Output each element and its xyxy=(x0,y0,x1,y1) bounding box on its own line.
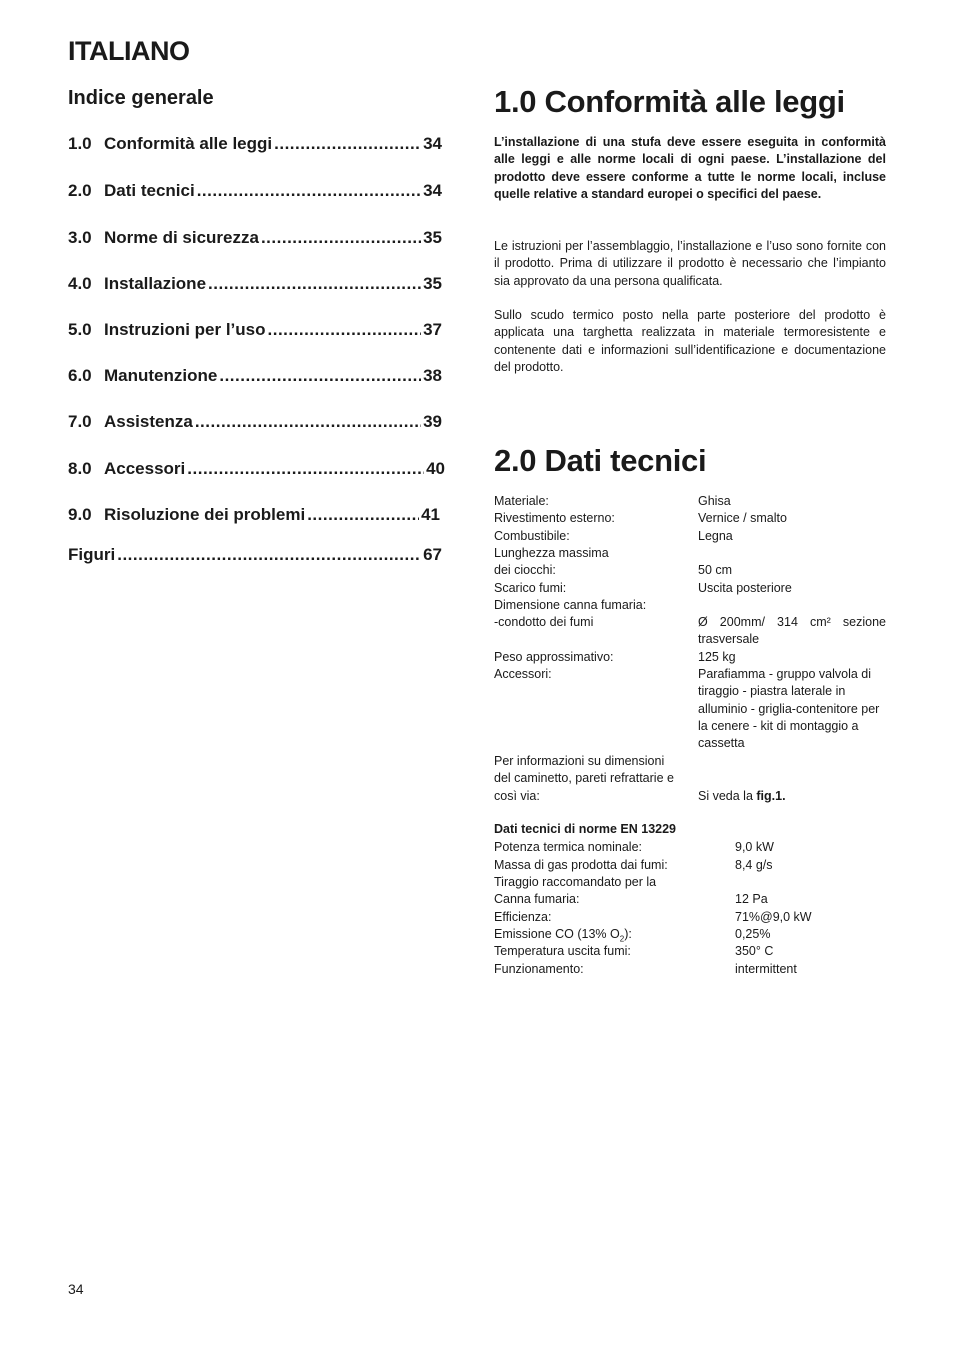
spec-label: Lunghezza massima xyxy=(494,546,609,560)
toc-item-label: Installazione xyxy=(104,274,207,293)
toc-item[interactable] xyxy=(68,320,442,344)
toc-item-page: 39 xyxy=(423,412,442,431)
section-title-dati-tecnici: 2.0 Dati tecnici xyxy=(494,443,707,478)
spec-value: Ø 200mm/ 314 cm² sezione trasversale xyxy=(698,615,886,647)
toc-item-label: Dati tecnici xyxy=(104,181,195,200)
toc-item-label: Conformità alle leggi xyxy=(104,134,273,153)
en-spec-label: Tiraggio raccomandato per la xyxy=(494,875,657,889)
toc-item-number: 9.0 xyxy=(68,505,92,524)
en-spec-label: Potenza termica nominale: xyxy=(494,840,642,854)
en-spec-label: Funzionamento: xyxy=(494,962,584,976)
toc-leader-dots xyxy=(117,545,421,565)
toc-item-number: 7.0 xyxy=(68,412,92,431)
toc-item[interactable] xyxy=(68,228,442,252)
spec-label: Per informazioni su dimensioni del caminetto, pareti refrattarie e così via: xyxy=(494,754,674,803)
en-spec-value: 8,4 g/s xyxy=(735,858,773,872)
spec-value: 125 kg xyxy=(698,650,736,664)
toc-leader-dots xyxy=(268,320,422,340)
compliance-bold-paragraph: L’installazione di una stufa deve essere eseguita in conformità alle leggi e alle norme locali di ogni paese. L’installazione del prodotto deve essere conforme a tutte le norme locali, incluse quelle relative a standard europei o specifici del paese. xyxy=(494,135,886,201)
spec-label: -condotto dei fumi xyxy=(494,615,594,629)
en-spec-row xyxy=(494,926,886,943)
toc-item-number: 8.0 xyxy=(68,459,92,478)
toc-item-label: Instruzioni per l’uso xyxy=(104,320,266,339)
en-spec-label: Canna fumaria: xyxy=(494,892,580,906)
toc-item-label: Accessori xyxy=(104,459,186,478)
toc-leader-dots xyxy=(274,134,421,154)
en-spec-label: Temperatura uscita fumi: xyxy=(494,944,631,958)
toc-item-label: Assistenza xyxy=(104,412,193,431)
toc-leader-dots xyxy=(219,366,421,386)
toc-item-page: 35 xyxy=(423,274,442,293)
spec-label: Peso approssimativo: xyxy=(494,650,614,664)
en-spec-value: 350° C xyxy=(735,944,774,958)
toc-item-number: 1.0 xyxy=(68,134,92,153)
en-spec-row xyxy=(494,943,886,960)
en-spec-value: 0,25% xyxy=(735,927,771,941)
toc-item-page: 40 xyxy=(426,459,445,478)
toc-item-number: 4.0 xyxy=(68,274,92,293)
en-spec-row xyxy=(494,891,886,908)
en-spec-row xyxy=(494,874,886,891)
en-spec-row xyxy=(494,909,886,926)
en-spec-row xyxy=(494,857,886,874)
toc-item-number: 2.0 xyxy=(68,181,92,200)
toc-item[interactable] xyxy=(68,459,445,483)
language-heading: ITALIANO xyxy=(68,36,190,66)
toc-item[interactable] xyxy=(68,412,442,436)
spec-value: Ghisa xyxy=(698,494,731,508)
en-spec-value: intermittent xyxy=(735,962,797,976)
en-spec-value: 71%@9,0 kW xyxy=(735,910,812,924)
co-label-end: ): xyxy=(624,927,632,941)
en-spec-value: 12 Pa xyxy=(735,892,768,906)
toc-item-page: 67 xyxy=(423,545,442,564)
toc-item[interactable] xyxy=(68,134,442,158)
toc-item-label: Figuri xyxy=(68,545,116,564)
fig-ref-prefix: Si veda la xyxy=(698,788,757,803)
toc-item-page: 34 xyxy=(423,181,442,200)
toc-leader-dots xyxy=(208,274,421,294)
toc-item[interactable] xyxy=(68,274,442,298)
spec-label: Combustibile: xyxy=(494,529,570,543)
toc-item-page: 35 xyxy=(423,228,442,247)
toc-item-label: Norme di sicurezza xyxy=(104,228,259,247)
fig-ref-link[interactable]: fig.1. xyxy=(756,788,786,803)
en-spec-row xyxy=(494,961,886,978)
instructions-paragraph: Le istruzioni per l’assemblaggio, l’installazione e l’uso sono fornite con il prodotto. Prima di utilizzare il prodotto è necessario che l’impianto sia approvato da una persona qualificata. xyxy=(494,239,886,288)
spec-label: Accessori: xyxy=(494,667,552,681)
toc-item-label: Risoluzione dei problemi xyxy=(104,505,306,524)
spec-value: Vernice / smalto xyxy=(698,511,787,525)
rating-plate-paragraph: Sullo scudo termico posto nella parte posteriore del prodotto è applicata una targhetta realizzata in materiale termoresistente e contenente dati e informazioni sull’identificazione e documentazione del prodotto. xyxy=(494,308,886,374)
toc-item[interactable] xyxy=(68,545,442,569)
spec-label: Materiale: xyxy=(494,494,549,508)
toc-item[interactable] xyxy=(68,181,442,205)
toc-item-number: 6.0 xyxy=(68,366,92,385)
spec-label: Scarico fumi: xyxy=(494,581,567,595)
spec-value: Legna xyxy=(698,529,733,543)
co-label: Emissione CO (13% O xyxy=(494,927,620,941)
toc-leader-dots xyxy=(195,412,421,432)
toc-leader-dots xyxy=(307,505,419,525)
en-spec-value: 9,0 kW xyxy=(735,840,774,854)
toc-leader-dots xyxy=(197,181,421,201)
toc-item-label: Manutenzione xyxy=(104,366,218,385)
toc-item-number: 3.0 xyxy=(68,228,92,247)
o2-subscript: 2 xyxy=(619,934,625,944)
spec-label: dei ciocchi: xyxy=(494,563,556,577)
spec-value xyxy=(698,788,886,805)
spec-value: Parafiamma - gruppo valvola di tiraggio - piastra laterale in alluminio - griglia-contenitore per la cenere - kit di montaggio a cassetta xyxy=(698,667,880,751)
toc-item-page: 37 xyxy=(423,320,442,339)
spec-label: Dimensione canna fumaria: xyxy=(494,598,647,612)
toc-item-number: 5.0 xyxy=(68,320,92,339)
en-spec-label: Massa di gas prodotta dai fumi: xyxy=(494,858,668,872)
spec-value: 50 cm xyxy=(698,563,733,577)
section-title-conformita: 1.0 Conformità alle leggi xyxy=(494,84,845,119)
en-standard-title: Dati tecnici di norme EN 13229 xyxy=(494,822,677,836)
toc-leader-dots xyxy=(261,228,421,248)
toc-item[interactable] xyxy=(68,505,440,529)
toc-item-page: 34 xyxy=(423,134,442,153)
en-spec-label: Efficienza: xyxy=(494,910,552,924)
toc-leader-dots xyxy=(187,459,424,479)
toc-item[interactable] xyxy=(68,366,442,390)
toc-item-page: 38 xyxy=(423,366,442,385)
spec-label: Rivestimento esterno: xyxy=(494,511,615,525)
spec-value: Uscita posteriore xyxy=(698,581,792,595)
toc-title: Indice generale xyxy=(68,87,214,109)
en-spec-row xyxy=(494,839,886,856)
toc-item-page: 41 xyxy=(421,505,440,524)
page-number: 34 xyxy=(68,1281,84,1297)
